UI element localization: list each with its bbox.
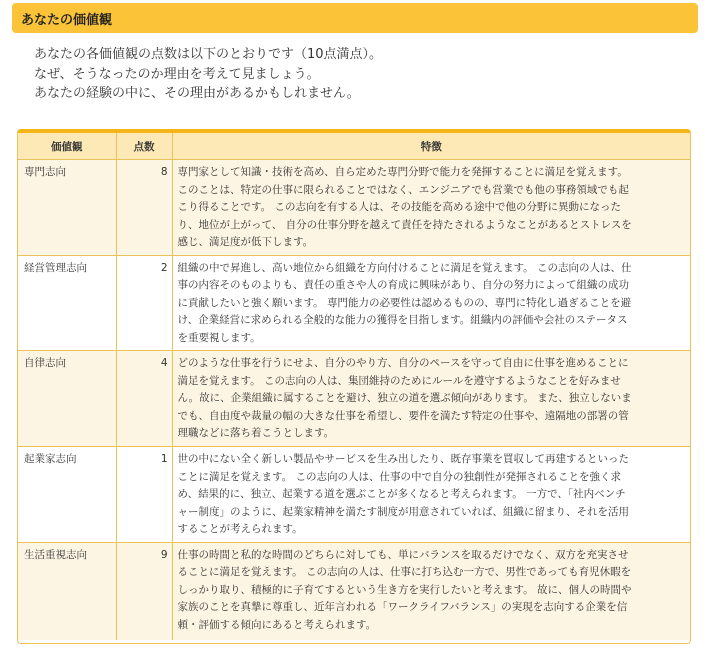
description-line: 仕事の時間と私的な時間のどちらに対しても、単にバランスを取るだけでなく、双方を充実させ bbox=[177, 548, 629, 561]
header-value: 価値観 bbox=[18, 133, 116, 160]
description-line: 組織の中で昇進し、高い地位から組織を方向付けることに満足を覚えます。 この志向の人は、仕 bbox=[177, 261, 632, 274]
description-line: ことに満足を覚えます。 この志向の人は、仕事の中で自分の独創性が発揮されることを強く求 bbox=[177, 470, 621, 483]
value-description bbox=[172, 351, 690, 447]
description-line: り、地位が上がって、 自分の仕事分野を越えて責任を持たされるようなことがあるとストレスを bbox=[177, 218, 632, 231]
description-line: ん。故に、企業組織に属することを避け、独立の道を選ぶ傾向があります。 また、独立しないま bbox=[177, 392, 632, 404]
value-score: 2 bbox=[116, 255, 172, 351]
description-line: 理職などに落ち着こうとします。 bbox=[177, 427, 335, 439]
intro-line: なぜ、そうなったのか理由を考えて見ましょう。 bbox=[34, 66, 320, 82]
description-line: め、結果的に、独立、起業する道を選ぶことが多くなると考えられます。 一方で、「社内ベンチ bbox=[177, 488, 626, 500]
description-line: このことは、特定の仕事に限られることではなく、エンジニアでも営業でも他の事務領域でも起 bbox=[177, 183, 629, 196]
description-line: 満足を覚えます。 この志向の人は、集団維持のためにルールを遵守するようなことを好みませ bbox=[177, 374, 621, 387]
description-line: することが考えられます。 bbox=[177, 523, 303, 535]
value-name: 経営管理志向 bbox=[18, 255, 116, 351]
table-header-row bbox=[18, 133, 690, 160]
intro-line: あなたの経験の中に、その理由があるかもしれません。 bbox=[34, 86, 360, 101]
description-line: しっかり取り、積極的に子育てするという生き方を実行したいと考えます。 故に、個人の時間や bbox=[177, 583, 632, 596]
description-line: どのような仕事を行うにせよ、自分のやり方、自分のペースを守って自由に仕事を進めることに bbox=[177, 357, 629, 369]
value-score: 9 bbox=[116, 542, 172, 640]
section-title: あなたの価値観 bbox=[21, 13, 113, 28]
description-line: を重要視します。 bbox=[177, 331, 261, 344]
description-line: に貢献したいと強く願います。 専門能力の必要性は認めるものの、専門に特化し過ぎることを避 bbox=[177, 296, 632, 309]
table-row bbox=[18, 447, 690, 543]
value-name: 起業家志向 bbox=[18, 447, 116, 543]
description-line: 世の中にない全く新しい製品やサービスを生み出したり、既存事業を買収して再建するといった bbox=[177, 453, 629, 465]
table-row bbox=[18, 255, 690, 351]
description-line: こり得ることです。 この志向を有する人は、その技能を高める途中で他の分野に異動になった bbox=[177, 201, 621, 213]
value-description bbox=[172, 255, 690, 351]
description-line: 感じ、満足度が低下します。 bbox=[177, 236, 314, 248]
value-score: 4 bbox=[116, 351, 172, 447]
value-description bbox=[172, 447, 690, 543]
table-row bbox=[18, 542, 690, 640]
value-name: 生活重視志向 bbox=[18, 542, 116, 640]
table-row bbox=[18, 351, 690, 447]
description-line: 頼・評価する傾向にあると考えられます。 bbox=[177, 618, 377, 631]
intro-text bbox=[34, 45, 382, 104]
value-name: 専門志向 bbox=[18, 160, 116, 256]
value-score: 8 bbox=[116, 160, 172, 256]
header-feature: 特徴 bbox=[172, 133, 690, 160]
description-line: ャー制度」のように、起業家精神を満たす制度が用意されていれば、組織に留まり、それを活用 bbox=[177, 505, 629, 518]
description-line: 専門家として知識・技術を高め、自ら定めた専門分野で能力を発揮することに満足を覚えます。 bbox=[177, 166, 628, 178]
description-line: でも、自由度や裁量の幅の大きな仕事を希望し、要件を満たす特定の仕事や、遠隔地の部署の管 bbox=[177, 409, 629, 422]
value-name: 自律志向 bbox=[18, 351, 116, 447]
intro-line: あなたの各価値観の点数は以下のとおりです（10点満点）。 bbox=[34, 47, 383, 62]
value-description bbox=[172, 160, 690, 256]
section-header bbox=[12, 3, 698, 33]
value-description bbox=[172, 542, 690, 640]
value-score: 1 bbox=[116, 447, 172, 543]
values-table bbox=[17, 129, 691, 644]
description-line: 事の内容そのものよりも、責任の重さや人の育成に興味があり、自分の努力によって組織の成功 bbox=[177, 279, 629, 291]
description-line: ることに満足を覚えます。 この志向の人は、仕事に打ち込む一方で、男性であっても育児休暇を bbox=[177, 566, 632, 578]
header-score: 点数 bbox=[116, 133, 172, 160]
description-line: 家族のことを真摯に尊重し、近年言われる「ワークライフバランス」の実現を志向する企業を信 bbox=[177, 601, 628, 613]
description-line: け、企業経営に求められる全般的な能力の獲得を目指します。組織内の評価や会社のステータス bbox=[177, 314, 628, 326]
table-row bbox=[18, 160, 690, 256]
